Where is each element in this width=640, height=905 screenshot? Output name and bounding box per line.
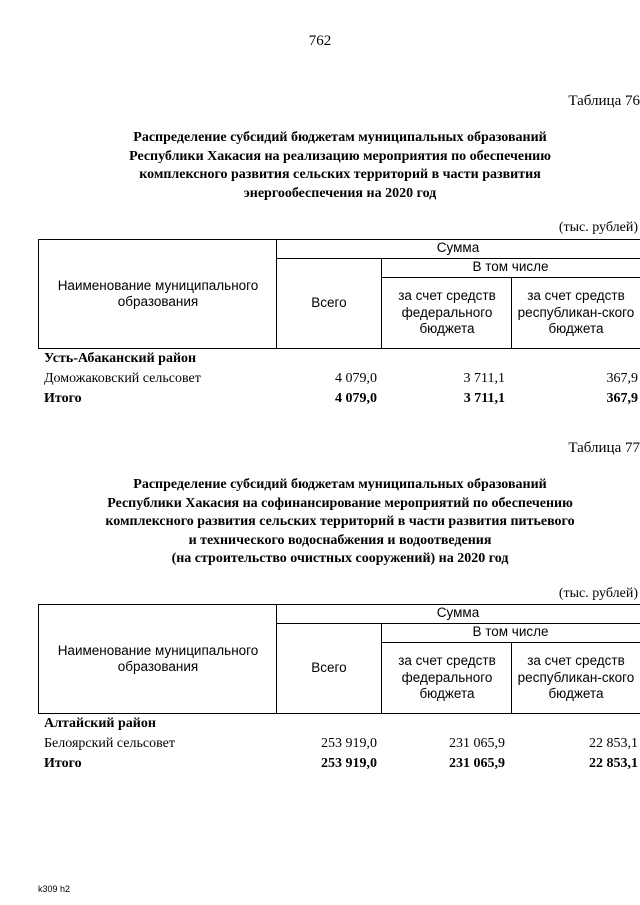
republic-value: 22 853,1 [589, 736, 638, 751]
federal-value: 3 711,1 [463, 371, 505, 386]
federal-value: 3 711,1 [463, 391, 505, 406]
footer-code: k309 h2 [38, 884, 71, 894]
itogo-label: Итого [44, 391, 82, 406]
total-value: 4 079,0 [335, 391, 377, 406]
title-line: и технического водоснабжения и водоотведения [188, 532, 492, 548]
table-title [40, 129, 640, 203]
header-republic: за счет средств республикан-ского бюджета [517, 653, 635, 702]
page-number: 762 [308, 33, 332, 49]
units-label: (тыс. рублей) [558, 586, 638, 601]
title-line: энергообеспечения на 2020 год [243, 185, 437, 201]
table-label: Таблица 76 [568, 93, 640, 109]
district-name: Алтайский район [44, 716, 156, 731]
header-federal: за счет средств федерального бюджета [398, 288, 496, 337]
total-row [40, 754, 640, 773]
header-name: Наименование муниципального образования [57, 277, 259, 309]
federal-value: 231 065,9 [449, 736, 505, 751]
header-republic: за счет средств республикан-ского бюджета [517, 288, 635, 337]
header-including: В том числе [472, 259, 549, 275]
header-including: В том числе [472, 624, 549, 640]
table-row [40, 734, 640, 753]
total-value: 4 079,0 [335, 371, 377, 386]
header-sum: Сумма [436, 605, 480, 621]
republic-value: 367,9 [606, 371, 638, 386]
district-row [40, 349, 640, 368]
municipality-name: Доможаковский сельсовет [44, 371, 201, 386]
district-row [40, 714, 640, 733]
total-value: 253 919,0 [321, 756, 377, 771]
title-line: Республики Хакасия на реализацию мероприятия по обеспечению [129, 148, 551, 164]
header-federal: за счет средств федерального бюджета [398, 653, 496, 702]
table-label: Таблица 77 [568, 440, 640, 456]
title-line: Республики Хакасия на софинансирование мероприятий по обеспечению [107, 495, 573, 511]
title-line: Распределение субсидий бюджетам муниципальных образований [133, 477, 547, 492]
header-total: Всего [311, 295, 347, 311]
total-value: 253 919,0 [321, 736, 377, 751]
header-name: Наименование муниципального образования [57, 642, 259, 674]
header-sum: Сумма [436, 240, 480, 256]
federal-value: 231 065,9 [449, 756, 505, 771]
title-line: Распределение субсидий бюджетам муниципальных образований [133, 130, 547, 145]
title-line: (на строительство очистных сооружений) на 2020 год [171, 551, 509, 566]
republic-value: 22 853,1 [589, 756, 638, 771]
republic-value: 367,9 [606, 391, 638, 406]
header-total: Всего [311, 660, 347, 676]
table-row [40, 369, 640, 388]
itogo-label: Итого [44, 756, 82, 771]
units-label: (тыс. рублей) [558, 220, 638, 235]
title-line: комплексного развития сельских территорий в части развития [139, 167, 541, 182]
municipality-name: Белоярский сельсовет [44, 736, 175, 751]
title-line: комплексного развития сельских территорий в части развития питьевого [105, 514, 575, 529]
total-row [40, 389, 640, 408]
district-name: Усть-Абаканский район [44, 351, 197, 366]
table-title [40, 476, 640, 569]
